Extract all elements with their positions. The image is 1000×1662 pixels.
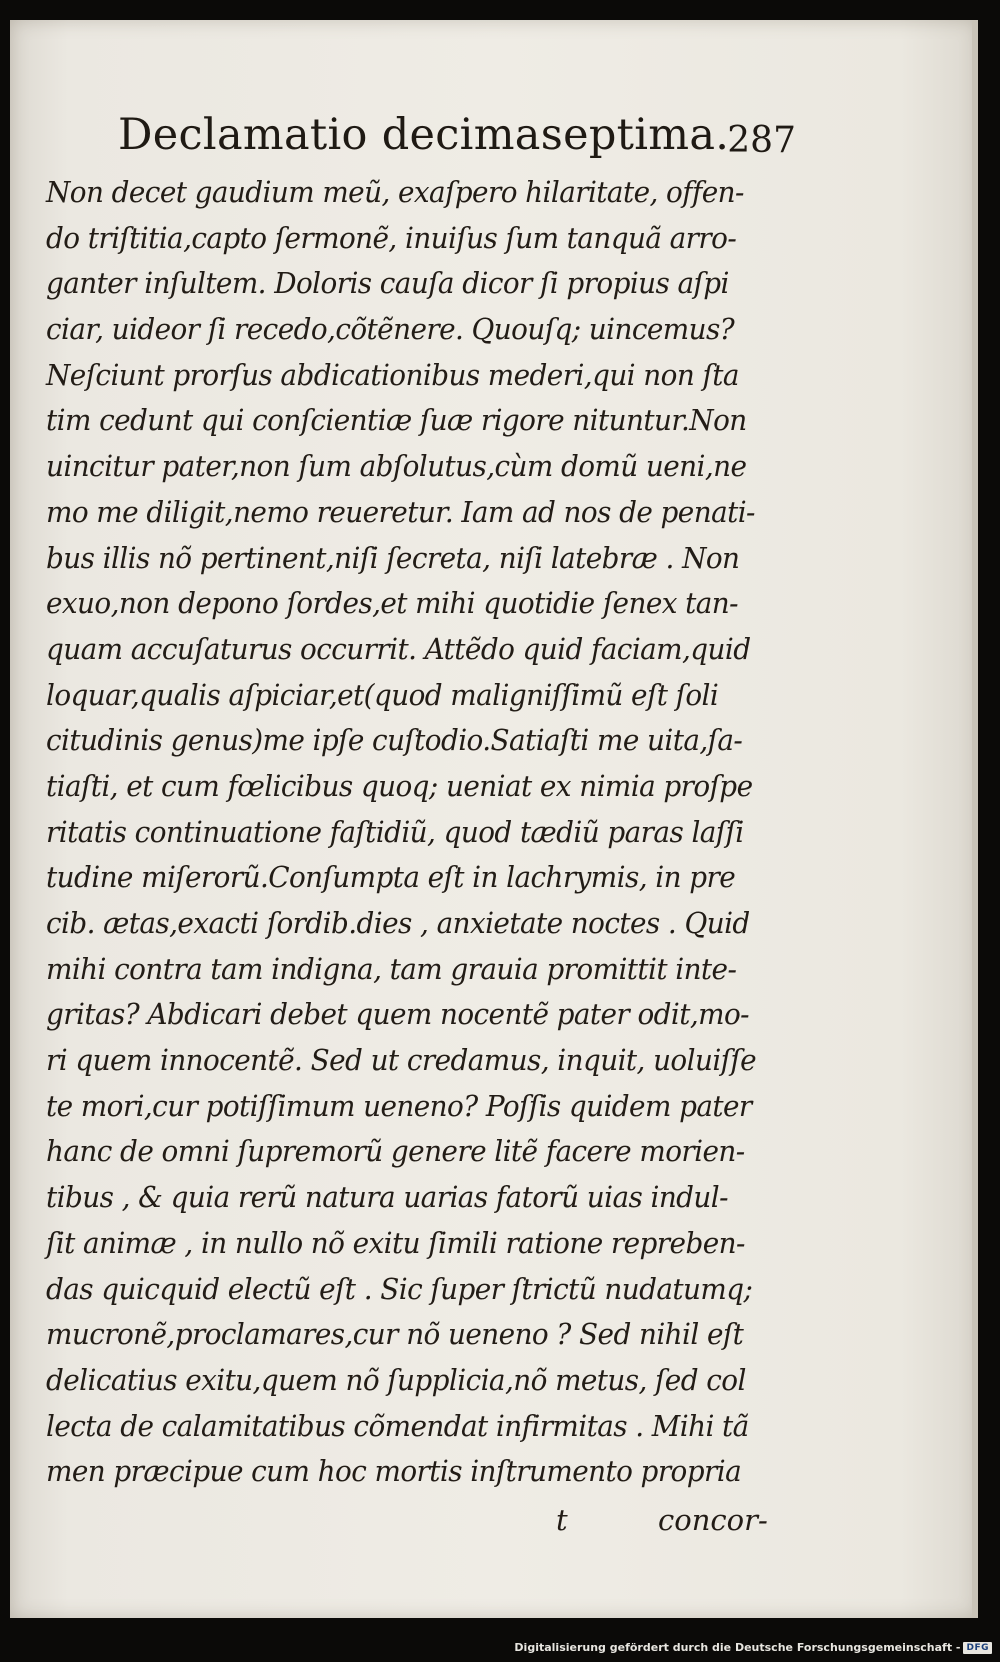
- text-line: ri quem innocentẽ. Sed ut credamus, inquit, uoluiſſe: [46, 1043, 757, 1078]
- text-line: bus illis nõ pertinent,niſi ſecreta, niſi latebræ . Non: [46, 540, 740, 575]
- catchword-line: [46, 1497, 766, 1543]
- digitization-credit: [514, 1641, 992, 1654]
- book-page: [10, 20, 978, 1618]
- text-line: das quicquid electũ eſt . Sic ſuper ſtrictũ nudatumq;: [46, 1271, 753, 1306]
- text-line: hanc de omni ſupremorũ genere litẽ facere morien-: [46, 1134, 745, 1169]
- signature-mark: t: [556, 1503, 568, 1537]
- credit-text: Digitalisierung gefördert durch die Deutsche Forschungsgemeinschaft -: [514, 1641, 961, 1654]
- text-line: tiaſti, et cum fœlicibus quoq; ueniat ex nimia proſpe: [46, 768, 753, 803]
- text-line: citudinis genus)me ipſe cuſtodio.Satiaſti me uita,ſa-: [46, 723, 743, 758]
- dfg-logo: DFG: [963, 1642, 992, 1654]
- text-line: ſit animæ , in nullo nõ exitu ſimili ratione repreben-: [46, 1225, 745, 1260]
- page-number: 287: [727, 120, 796, 161]
- text-line: cib. ætas,exacti ſordib.dies , anxietate noctes . Quid: [46, 906, 750, 940]
- text-line: do triſtitia,capto ſermonẽ, inuiſus ſum tanquã arro-: [46, 220, 737, 255]
- running-head-title: Declamatio decimaseptima.: [118, 110, 730, 160]
- text-line: mihi contra tam indigna, tam grauia promittit inte-: [46, 951, 737, 986]
- text-line: loquar,qualis aſpiciar,et(quod maligniſſimũ eſt ſoli: [46, 677, 719, 712]
- text-line: te mori,cur potiſſimum ueneno? Poſſis quidem pater: [46, 1088, 752, 1123]
- text-line: ritatis continuatione faſtidiũ, quod tædiũ paras laſſi: [46, 814, 744, 849]
- catchword: concor-: [658, 1503, 768, 1537]
- text-line: Neſciunt prorſus abdicationibus mederi,qui non ſta: [46, 357, 739, 392]
- text-line: mucronẽ,proclamares,cur nõ ueneno ? Sed nihil eſt: [46, 1317, 744, 1352]
- body-text: [46, 170, 806, 1495]
- text-line: men præcipue cum hoc mortis inſtrumento propria: [46, 1454, 742, 1489]
- text-line: lecta de calamitatibus cõmendat infirmitas . Mihi tã: [46, 1408, 749, 1443]
- running-head: [106, 106, 796, 174]
- text-line: mo me diligit,nemo reueretur. Iam ad nos de penati-: [46, 494, 755, 529]
- text-line: gritas? Abdicari debet quem nocentẽ pater odit,mo-: [46, 997, 749, 1032]
- text-line: tim cedunt qui conſcientiæ ſuæ rigore nituntur.Non: [46, 403, 747, 438]
- text-line: ganter inſultem. Doloris cauſa dicor ſi propius aſpi: [46, 266, 729, 301]
- text-line: uincitur pater,non ſum abſolutus,cùm domũ ueni,ne: [46, 449, 747, 484]
- text-line: Non decet gaudium meũ, exaſpero hilaritate, offen-: [46, 175, 744, 209]
- text-line: delicatius exitu,quem nõ ſupplicia,nõ metus, ſed col: [46, 1362, 746, 1397]
- page-edge: [972, 20, 978, 1618]
- text-line: tibus , & quia rerũ natura uarias fatorũ uias indul-: [46, 1180, 728, 1215]
- text-line: quam accuſaturus occurrit. Attẽdo quid faciam,quid: [46, 631, 751, 666]
- text-line: exuo,non depono ſordes,et mihi quotidie ſenex tan-: [46, 586, 738, 621]
- text-line: ciar, uideor ſi recedo,cõtẽnere. Quouſq; uincemus?: [46, 312, 735, 347]
- text-line: tudine miſerorũ.Conſumpta eſt in lachrymis, in pre: [46, 860, 736, 895]
